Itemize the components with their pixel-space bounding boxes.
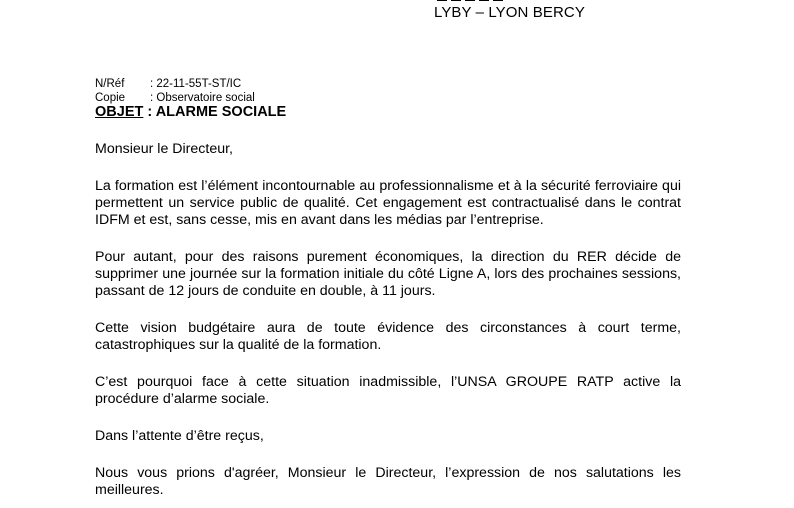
copy-label: Copie [95,92,126,104]
paragraph-1: La formation est l’élément incontournable au professionnalisme et à la sécurité ferroviaire qui permettent un service public de qualité. Cet engagement est contractualisé dans le contrat IDFM et est, sans cesse, mis en avant dans les médias par l’entreprise. [95,178,681,228]
reference-label: N/Réf [95,78,125,90]
letter-body [95,141,681,508]
paragraph-3: Cette vision budgétaire aura de toute évidence des circonstances à court terme, catastrophiques sur la qualité de la formation. [95,320,681,353]
salutation: Monsieur le Directeur, [95,141,233,157]
subject-label: OBJET [95,104,144,120]
subject-value: : ALARME SOCIALE [143,104,287,120]
reference-value: : 22-11-55T-ST/IC [150,78,242,90]
recipient-address: LYBY – LYON BERCY [434,4,585,21]
subject-line [95,104,286,120]
copy-value: : Observatoire social [150,92,255,104]
copy-row [95,91,255,105]
cropped-header-text [437,0,521,1]
paragraph-2: Pour autant, pour des raisons purement économiques, la direction du RER décide de supprimer une journée sur la formation initiale du côté Ligne A, lors des prochaines sessions, passant de 12 jours de conduite en double, à 11 jours. [95,249,681,299]
reference-row [95,77,255,91]
reference-block [95,77,255,105]
paragraph-6: Nous vous prions d'agréer, Monsieur le Directeur, l’expression de nos salutations les meilleures. [95,465,681,498]
paragraph-5: Dans l’attente d’être reçus, [95,428,264,444]
paragraph-4: C’est pourquoi face à cette situation inadmissible, l’UNSA GROUPE RATP active la procédure d’alarme sociale. [95,374,681,407]
